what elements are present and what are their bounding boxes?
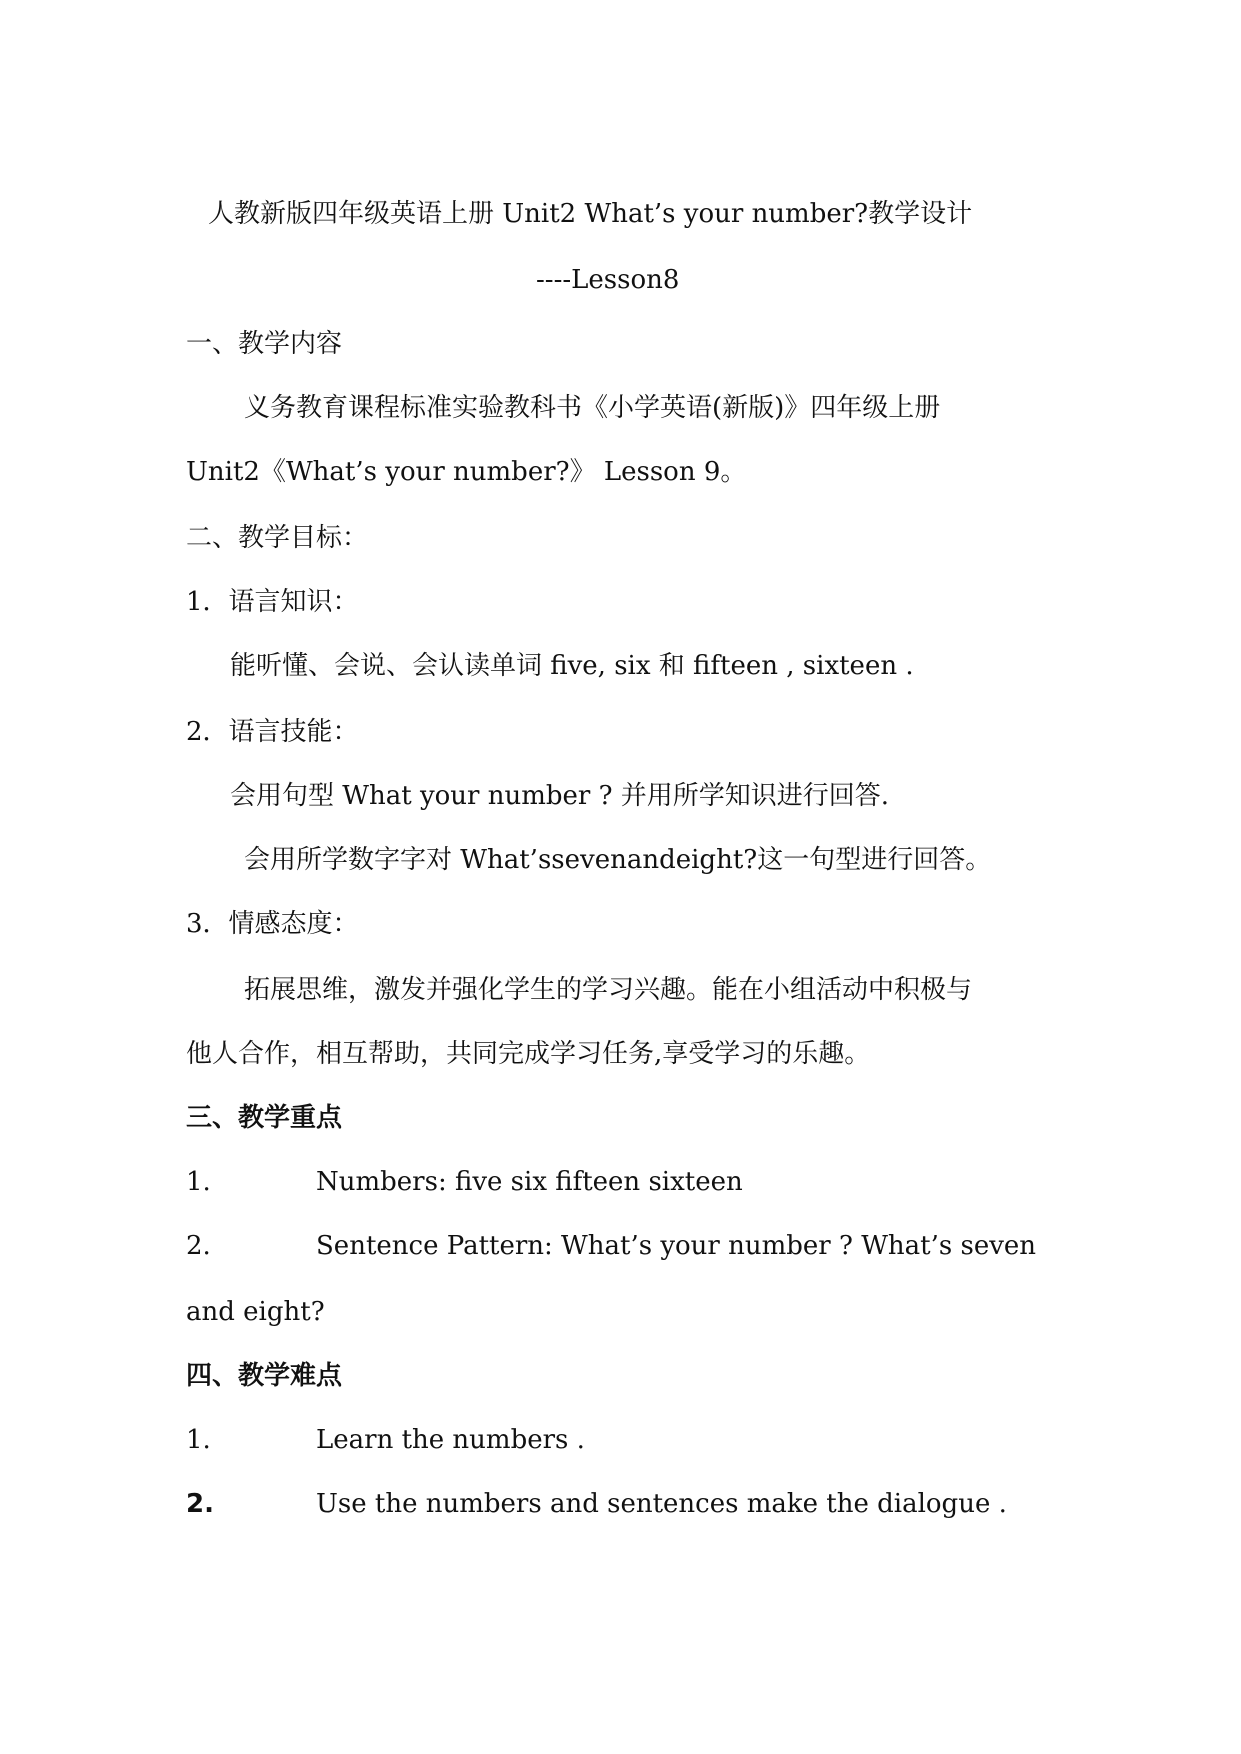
- key-point-text-2: Sentence Pattern: What’s your number ? What’s seven: [316, 1231, 1037, 1261]
- section-heading-content: 一、教学内容: [186, 329, 343, 359]
- document-subtitle: ----Lesson8: [536, 265, 680, 295]
- objective-skills-text1: 会用句型 What your number ? 并用所学知识进行回答.: [230, 781, 890, 811]
- difficulty-number-1: 1.: [186, 1425, 211, 1455]
- objective-attitude-line1: 拓展思维，激发并强化学生的学习兴趣。能在小组活动中积极与: [244, 975, 973, 1005]
- key-point-text-1: Numbers: five six fifteen sixteen: [316, 1167, 743, 1197]
- section-heading-difficulties: 四、教学难点: [186, 1361, 343, 1391]
- key-point-number-1: 1.: [186, 1167, 211, 1197]
- content-paragraph-line2: Unit2《What’s your number?》 Lesson 9。: [186, 457, 747, 487]
- key-point-text-2-continuation: and eight?: [186, 1297, 325, 1327]
- section-heading-key-points: 三、教学重点: [186, 1103, 343, 1133]
- key-point-number-2: 2.: [186, 1231, 211, 1261]
- objective-skills-text2: 会用所学数字字对 What’ssevenandeight?这一句型进行回答。: [244, 845, 992, 875]
- difficulty-text-1: Learn the numbers .: [316, 1425, 585, 1455]
- document-title: 人教新版四年级英语上册 Unit2 What’s your number?教学设计: [208, 199, 973, 229]
- section-heading-objectives: 二、教学目标：: [186, 523, 369, 553]
- objective-attitude-heading: 3．情感态度：: [186, 909, 359, 939]
- objective-knowledge-heading: 1．语言知识：: [186, 587, 359, 617]
- objective-attitude-line2: 他人合作，相互帮助，共同完成学习任务,享受学习的乐趣。: [186, 1039, 871, 1069]
- difficulty-number-2: 2.: [186, 1489, 214, 1519]
- content-paragraph-line1: 义务教育课程标准实验教科书《小学英语(新版)》四年级上册: [244, 393, 941, 423]
- difficulty-text-2: Use the numbers and sentences make the dialogue .: [316, 1489, 1007, 1519]
- objective-skills-heading: 2．语言技能：: [186, 717, 359, 747]
- objective-knowledge-text: 能听懂、会说、会认读单词 five, six 和 fifteen , sixteen .: [230, 651, 914, 681]
